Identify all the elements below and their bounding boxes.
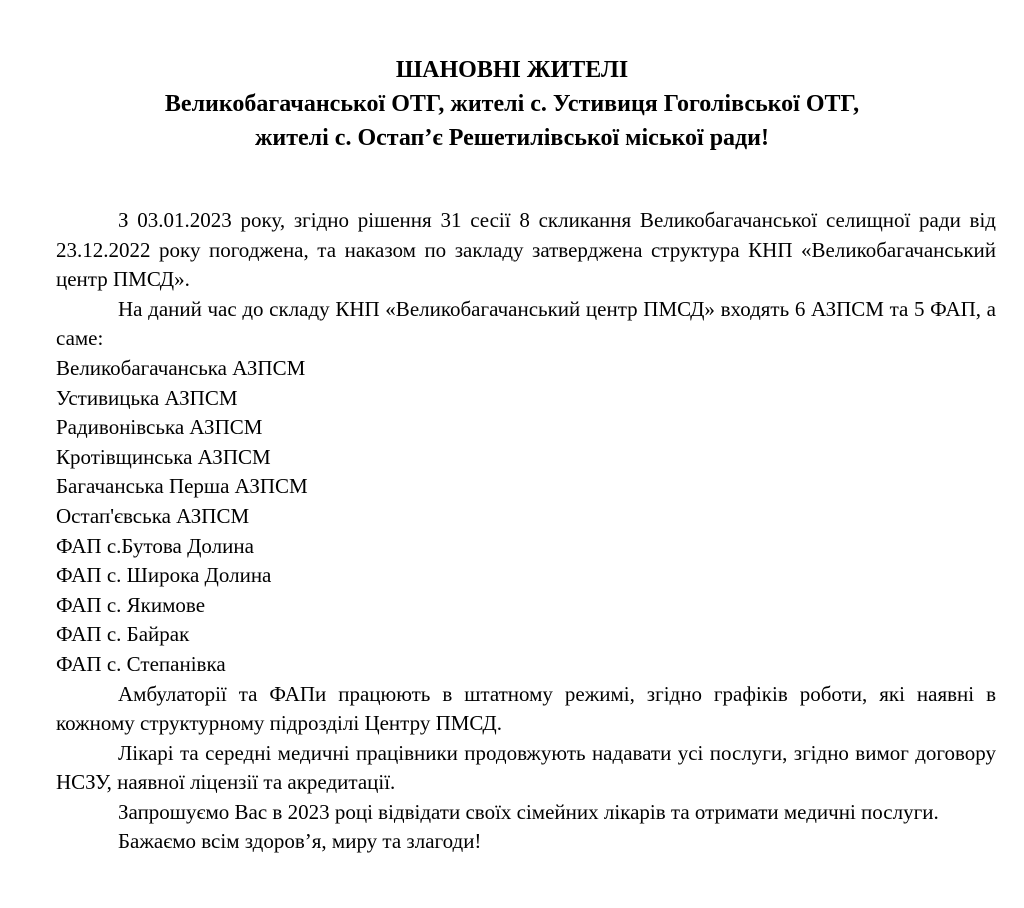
list-item: ФАП с. Байрак (56, 622, 190, 647)
list-item: Устивицька АЗПСМ (56, 385, 238, 410)
list-item: Великобагачанська АЗПСМ (56, 355, 306, 380)
heading-addressees-line: Великобагачанської ОТГ, жителі с. Устивиця Гоголівської ОТГ, (164, 91, 860, 117)
document-body (56, 206, 996, 857)
list-item: Кротівщинська АЗПСМ (56, 444, 271, 469)
heading-title: ШАНОВНІ ЖИТЕЛІ (395, 57, 629, 83)
paragraph-wishes: Бажаємо всім здоров’я, миру та злагоди! (118, 829, 482, 854)
list-item: ФАП с. Степанівка (56, 651, 226, 676)
list-item: ФАП с.Бутова Долина (56, 533, 254, 558)
document-heading (0, 53, 1024, 155)
facility-list (56, 354, 996, 680)
paragraph-invitation: Запрошуємо Вас в 2023 році відвідати своїх сімейних лікарів та отримати медичні послуги. (118, 799, 939, 824)
list-item: ФАП с. Якимове (56, 592, 206, 617)
list-item: ФАП с. Широка Долина (56, 563, 272, 588)
paragraph-structure-approval: З 03.01.2023 року, згідно рішення 31 сесії 8 скликання Великобагачанської селищної ради від 23.12.2022 року погоджена, та наказом по закладу затверджена структура КНП «Великобагачанський центр ПМСД». (56, 208, 996, 292)
list-item: Остап'євська АЗПСМ (56, 503, 250, 528)
list-item: Радивонівська АЗПСМ (56, 415, 263, 440)
paragraph-services: Лікарі та середні медичні працівники продовжують надавати усі послуги, згідно вимог договору НСЗУ, наявної ліцензії та акредитації. (56, 740, 996, 795)
heading-addressees-line-2: жителі с. Остап’є Решетилівської міської ради! (254, 125, 770, 151)
paragraph-composition: На даний час до складу КНП «Великобагачанський центр ПМСД» входять 6 АЗПСМ та 5 ФАП, а саме: (56, 296, 996, 351)
paragraph-working-mode: Амбулаторії та ФАПи працюють в штатному режимі, згідно графіків роботи, які наявні в кожному структурному підрозділі Центру ПМСД. (56, 681, 996, 736)
list-item: Багачанська Перша АЗПСМ (56, 474, 308, 499)
